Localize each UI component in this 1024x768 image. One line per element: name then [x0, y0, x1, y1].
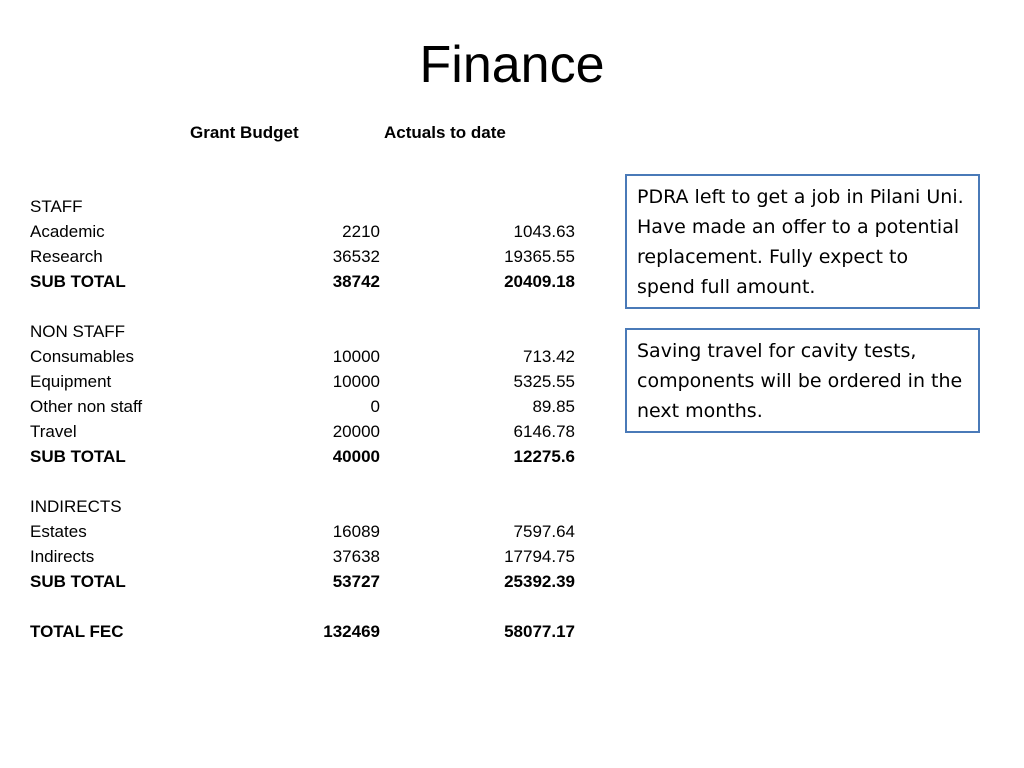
note-staff: PDRA left to get a job in Pilani Uni. Have made an offer to a potential replacement. Fully expect to spend full amount.	[625, 174, 980, 309]
row-label: TOTAL FEC	[30, 622, 124, 641]
row-actual-value: 17794.75	[504, 547, 575, 566]
row-budget-value: 10000	[332, 347, 380, 366]
row-label: Estates	[30, 522, 87, 541]
row-label: Academic	[30, 222, 105, 241]
slide-title: Finance	[419, 36, 605, 94]
row-actual-value: 7597.64	[513, 522, 575, 541]
table-row	[30, 544, 580, 569]
table-row	[30, 444, 580, 469]
finance-table	[30, 169, 580, 644]
row-budget-value: 53727	[332, 572, 380, 591]
table-row	[30, 519, 580, 544]
row-actual-value: 25392.39	[504, 572, 575, 591]
column-header-grant-budget: Grant Budget	[190, 123, 299, 142]
table-row	[30, 419, 580, 444]
table-row	[30, 244, 580, 269]
row-actual-value: 1043.63	[513, 222, 575, 241]
row-budget-value: 10000	[332, 372, 380, 391]
row-label: STAFF	[30, 197, 83, 216]
row-budget-value: 2210	[342, 222, 380, 241]
row-budget-value: 38742	[332, 272, 380, 291]
row-label: Research	[30, 247, 103, 266]
table-row	[30, 369, 580, 394]
row-label: SUB TOTAL	[30, 572, 126, 591]
row-label: Consumables	[30, 347, 134, 366]
row-actual-value: 20409.18	[504, 272, 575, 291]
table-spacer-row	[30, 469, 580, 494]
table-row	[30, 394, 580, 419]
table-row	[30, 219, 580, 244]
column-header-actuals-to-date: Actuals to date	[384, 123, 506, 142]
table-spacer-row	[30, 594, 580, 619]
row-label: Other non staff	[30, 397, 143, 416]
table-spacer-row	[30, 169, 580, 194]
row-actual-value: 89.85	[532, 397, 575, 416]
row-label: Travel	[30, 422, 77, 441]
row-budget-value: 20000	[332, 422, 380, 441]
row-budget-value: 37638	[332, 547, 380, 566]
row-actual-value: 5325.55	[513, 372, 575, 391]
table-row	[30, 619, 580, 644]
table-row	[30, 194, 580, 219]
row-budget-value: 40000	[332, 447, 380, 466]
row-budget-value: 132469	[323, 622, 380, 641]
table-row	[30, 269, 580, 294]
table-row	[30, 569, 580, 594]
row-actual-value: 19365.55	[504, 247, 575, 266]
row-budget-value: 36532	[332, 247, 380, 266]
row-actual-value: 713.42	[523, 347, 575, 366]
table-row	[30, 494, 580, 519]
row-label: SUB TOTAL	[30, 272, 126, 291]
table-spacer-row	[30, 294, 580, 319]
row-budget-value: 16089	[332, 522, 380, 541]
row-label: INDIRECTS	[30, 497, 122, 516]
row-label: Indirects	[30, 547, 95, 566]
note-non-staff: Saving travel for cavity tests, components will be ordered in the next months.	[625, 328, 980, 433]
row-label: SUB TOTAL	[30, 447, 126, 466]
row-budget-value: 0	[370, 397, 380, 416]
row-label: Equipment	[30, 372, 112, 391]
row-actual-value: 6146.78	[513, 422, 575, 441]
row-actual-value: 58077.17	[504, 622, 575, 641]
table-row	[30, 319, 580, 344]
row-actual-value: 12275.6	[513, 447, 575, 466]
table-row	[30, 344, 580, 369]
row-label: NON STAFF	[30, 322, 126, 341]
